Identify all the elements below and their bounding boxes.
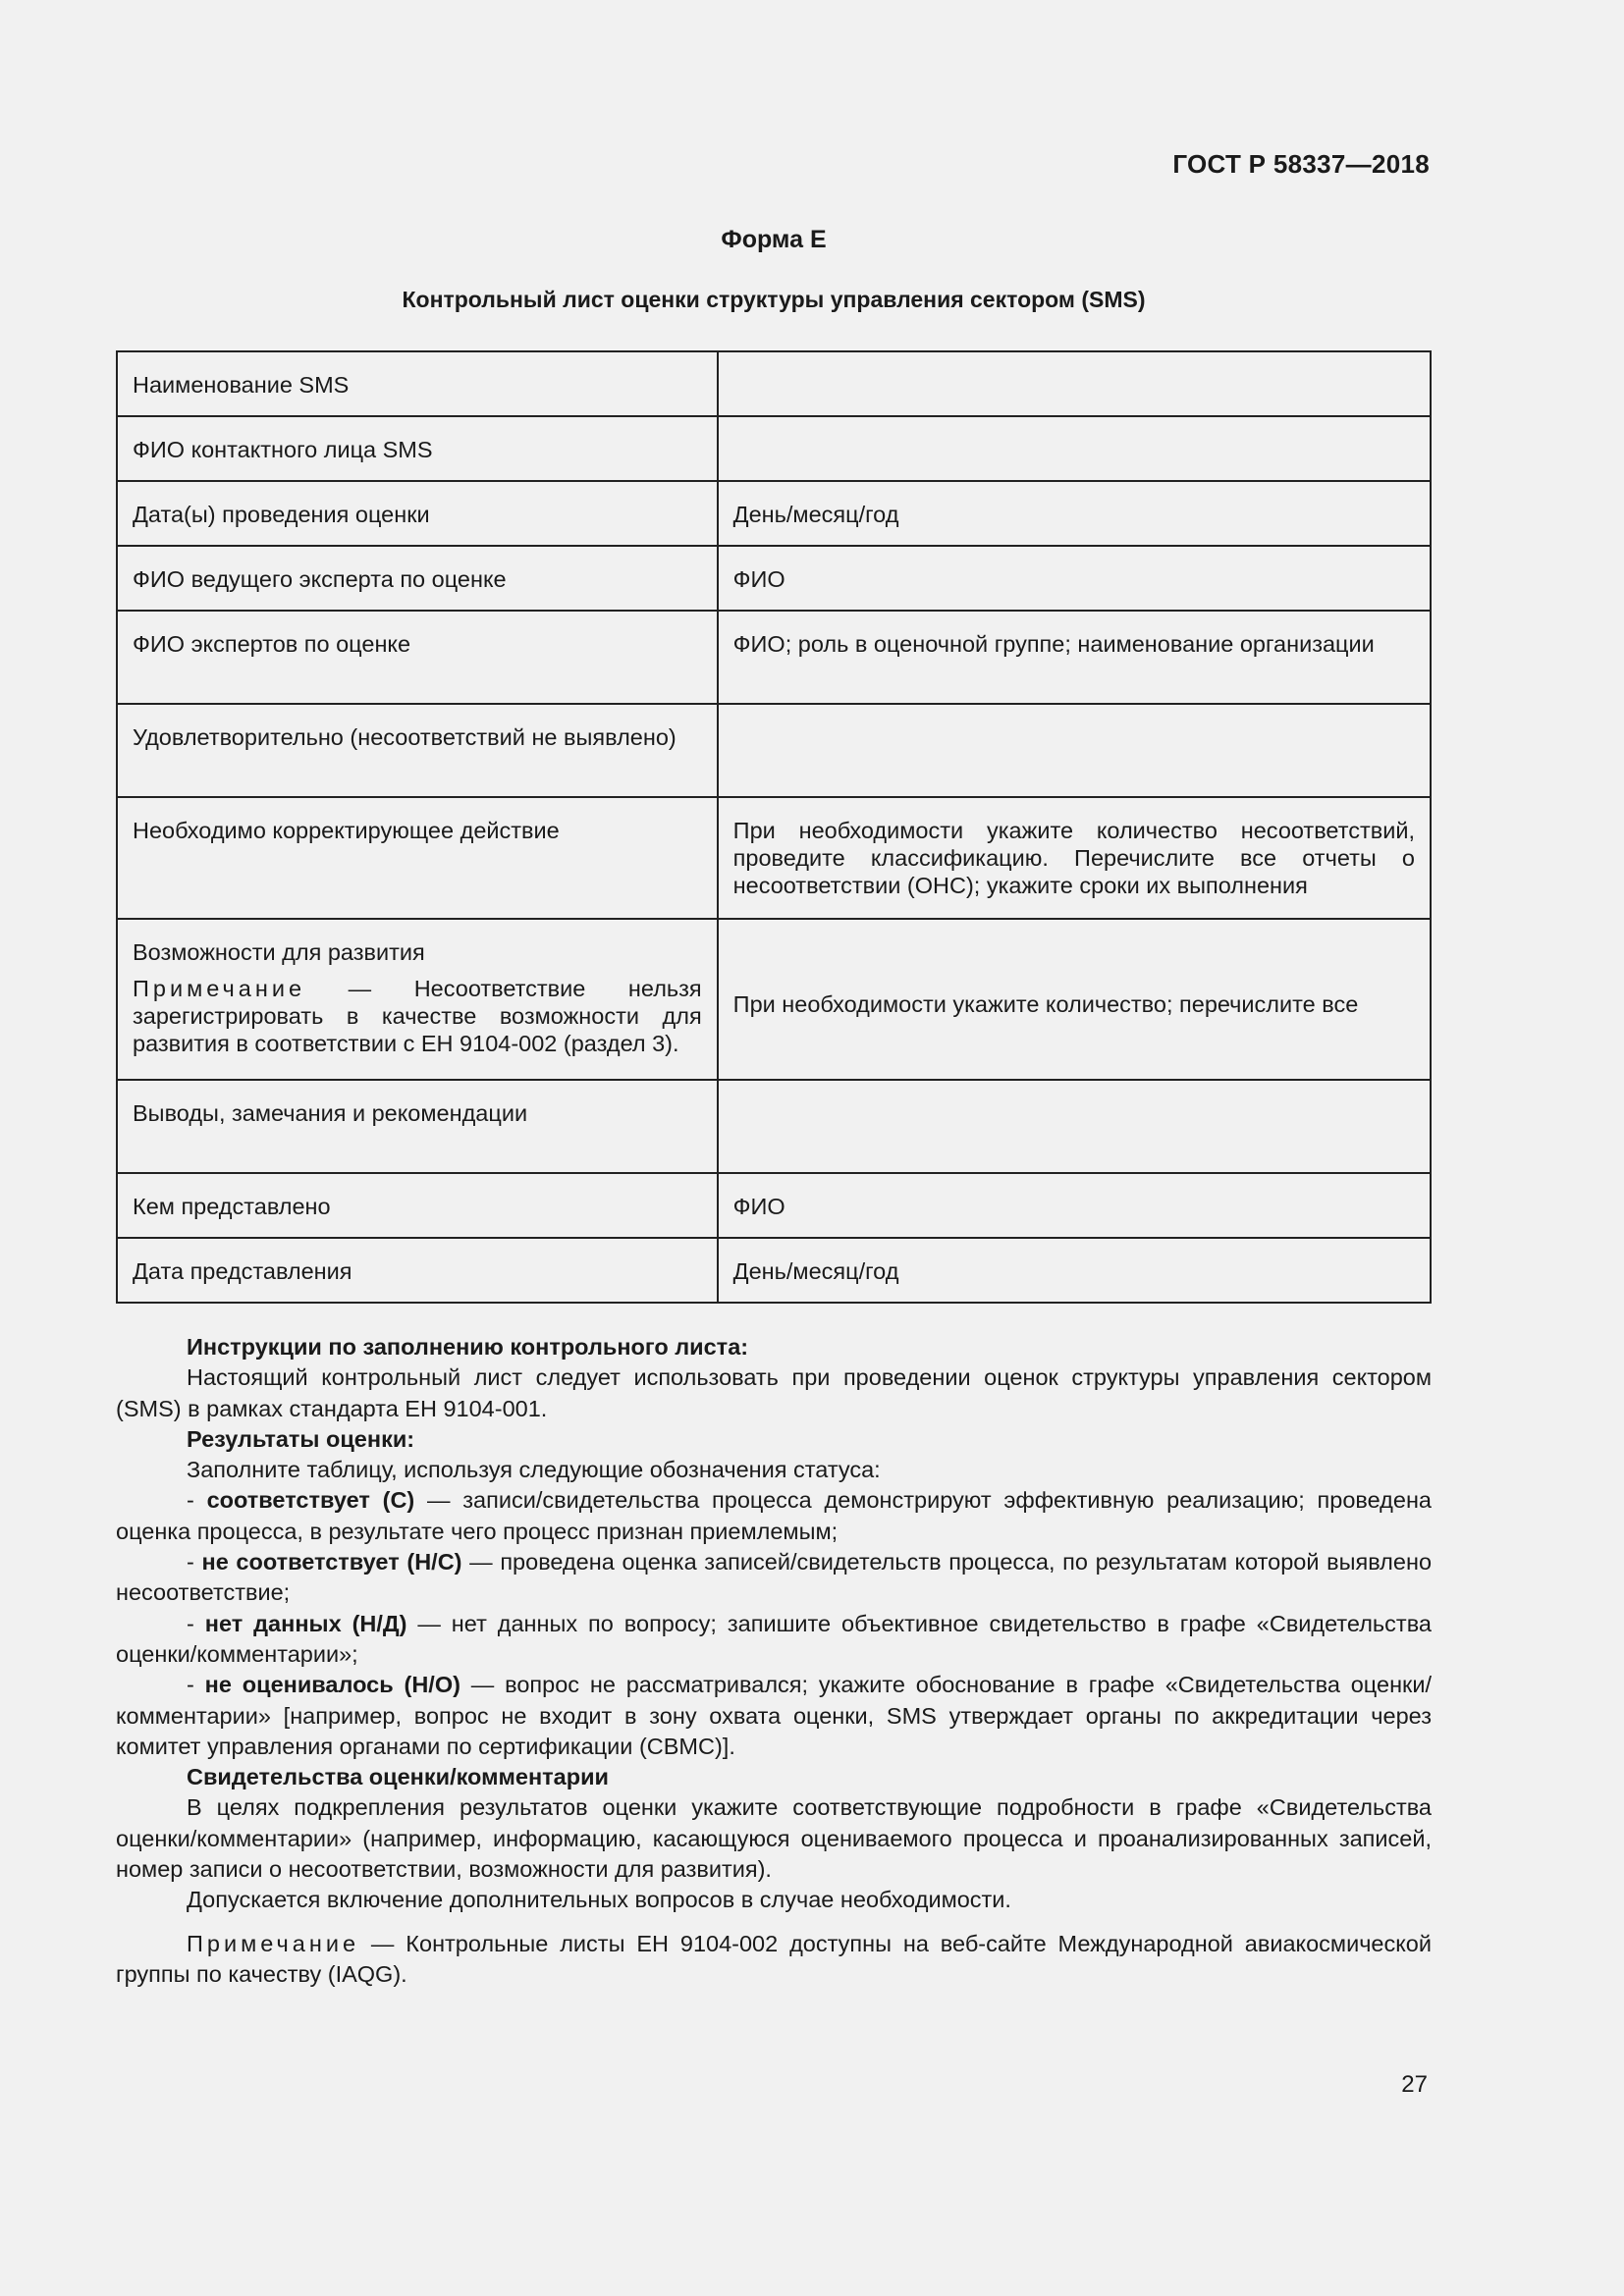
- standard-code: ГОСТ Р 58337—2018: [1172, 149, 1430, 179]
- extra-text: Допускается включение дополнительных вопросов в случае необходимости.: [187, 1887, 1011, 1913]
- row-value: [718, 704, 1431, 797]
- row-label: ФИО ведущего эксперта по оценке: [117, 546, 718, 611]
- row-value: ФИО: [718, 1173, 1431, 1238]
- row-label: Возможности для развития: [133, 939, 425, 965]
- evidence-text: В целях подкрепления результатов оценки укажите соответствующие подробности в графе «Свидетельства оценки/комментарии» (например, информацию, касающуюся оцениваемого процесса и проанализированных записей, номер записи о несоответствии, возможности для развития).: [116, 1794, 1432, 1883]
- note-prefix: Примечание: [187, 1930, 360, 1956]
- table-row: [117, 1080, 1431, 1173]
- table-row: [117, 1238, 1431, 1303]
- page-number: 27: [1401, 2071, 1428, 2098]
- table-row: [117, 611, 1431, 704]
- row-label: ФИО контактного лица SMS: [117, 416, 718, 481]
- row-label: Дата представления: [117, 1238, 718, 1303]
- instructions-intro: Настоящий контрольный лист следует использовать при проведении оценок структуры управления сектором (SMS) в рамках стандарта ЕН 9104-001.: [116, 1364, 1432, 1421]
- row-value: При необходимости укажите количество несоответствий, проведите классификацию. Перечислите все отчеты о несоответствии (ОНС); укажите сроки их выполнения: [718, 797, 1431, 919]
- status-item: - не соответствует (Н/С) — проведена оценка записей/свидетельств процесса, по результатам которой выявлено несоответствие;: [116, 1549, 1433, 1606]
- note-prefix: Примечание: [133, 976, 306, 1001]
- note-text: — Несоответствие нельзя зарегистрировать в качестве возможности для развития в соответствии с ЕН 9104-002 (раздел 3).: [133, 976, 702, 1056]
- row-value: ФИО: [718, 546, 1431, 611]
- table-row: [117, 351, 1431, 416]
- form-title: Форма Е: [721, 226, 827, 253]
- results-intro: Заполните таблицу, используя следующие обозначения статуса:: [187, 1457, 881, 1483]
- row-value: [718, 1080, 1431, 1173]
- instructions: [116, 1332, 1432, 1990]
- status-term: не соответствует (Н/С): [201, 1549, 462, 1575]
- status-term: соответствует (С): [206, 1487, 415, 1514]
- table-row: [117, 416, 1431, 481]
- row-value: [718, 416, 1431, 481]
- results-heading: Результаты оценки:: [187, 1425, 415, 1452]
- row-label: Необходимо корректирующее действие: [117, 797, 718, 919]
- row-label: Кем представлено: [117, 1173, 718, 1238]
- row-value: При необходимости укажите количество; перечислите все: [718, 919, 1431, 1080]
- table-row: [117, 919, 1431, 1080]
- table-row: [117, 546, 1431, 611]
- status-desc: — проведена оценка записей/свидетельств процесса, по результатам которой выявлено несоответствие;: [116, 1549, 1433, 1606]
- table-row: [117, 1173, 1431, 1238]
- row-value: [718, 351, 1431, 416]
- note: [116, 1929, 1432, 1991]
- note-text: — Контрольные листы ЕН 9104-002 доступны на веб-сайте Международной авиакосмической группы по качеству (IAQG).: [116, 1930, 1432, 1987]
- row-label: Дата(ы) проведения оценки: [117, 481, 718, 546]
- row-label-with-note: [117, 919, 718, 1080]
- status-item: - не оценивалось (Н/О) — вопрос не рассматривался; укажите обоснование в графе «Свидетельства оценки/комментарии» [например, вопрос не входит в зону охвата оценки, SMS утверждает органы по аккредитации через комитет управления органами по сертификации (СВМС)].: [116, 1672, 1432, 1759]
- status-desc: — записи/свидетельства процесса демонстрируют эффективную реализацию; проведена оценка процесса, в результате чего процесс признан приемлемым;: [116, 1487, 1433, 1544]
- row-value: День/месяц/год: [718, 481, 1431, 546]
- row-value: ФИО; роль в оценочной группе; наименование организации: [718, 611, 1431, 704]
- table-row: [117, 797, 1431, 919]
- instructions-heading: Инструкции по заполнению контрольного листа:: [187, 1334, 749, 1360]
- row-label: Выводы, замечания и рекомендации: [117, 1080, 718, 1173]
- row-label: Наименование SMS: [117, 351, 718, 416]
- status-item: - нет данных (Н/Д) — нет данных по вопросу; запишите объективное свидетельство в графе «Свидетельства оценки/комментарии»;: [116, 1610, 1432, 1667]
- row-note: [133, 975, 702, 1057]
- checklist-table: [116, 350, 1432, 1304]
- row-label: ФИО экспертов по оценке: [117, 611, 718, 704]
- status-desc: — вопрос не рассматривался; укажите обоснование в графе «Свидетельства оценки/комментарии» [например, вопрос не входит в зону охвата оценки, SMS утверждает органы по аккредитации через комитет управления органами по сертификации (СВМС)].: [116, 1672, 1432, 1759]
- status-term: нет данных (Н/Д): [204, 1610, 407, 1636]
- table-row: [117, 481, 1431, 546]
- status-term: не оценивалось (Н/О): [204, 1672, 460, 1698]
- row-value: День/месяц/год: [718, 1238, 1431, 1303]
- status-desc: — нет данных по вопросу; запишите объективное свидетельство в графе «Свидетельства оценки/комментарии»;: [116, 1610, 1432, 1667]
- form-subtitle: Контрольный лист оценки структуры управления сектором (SMS): [402, 287, 1146, 312]
- status-item: - соответствует (С) — записи/свидетельства процесса демонстрируют эффективную реализацию; проведена оценка процесса, в результате чего процесс признан приемлемым;: [116, 1487, 1433, 1544]
- row-label: Удовлетворительно (несоответствий не выявлено): [117, 704, 718, 797]
- table-row: [117, 704, 1431, 797]
- evidence-heading: Свидетельства оценки/комментарии: [187, 1764, 609, 1790]
